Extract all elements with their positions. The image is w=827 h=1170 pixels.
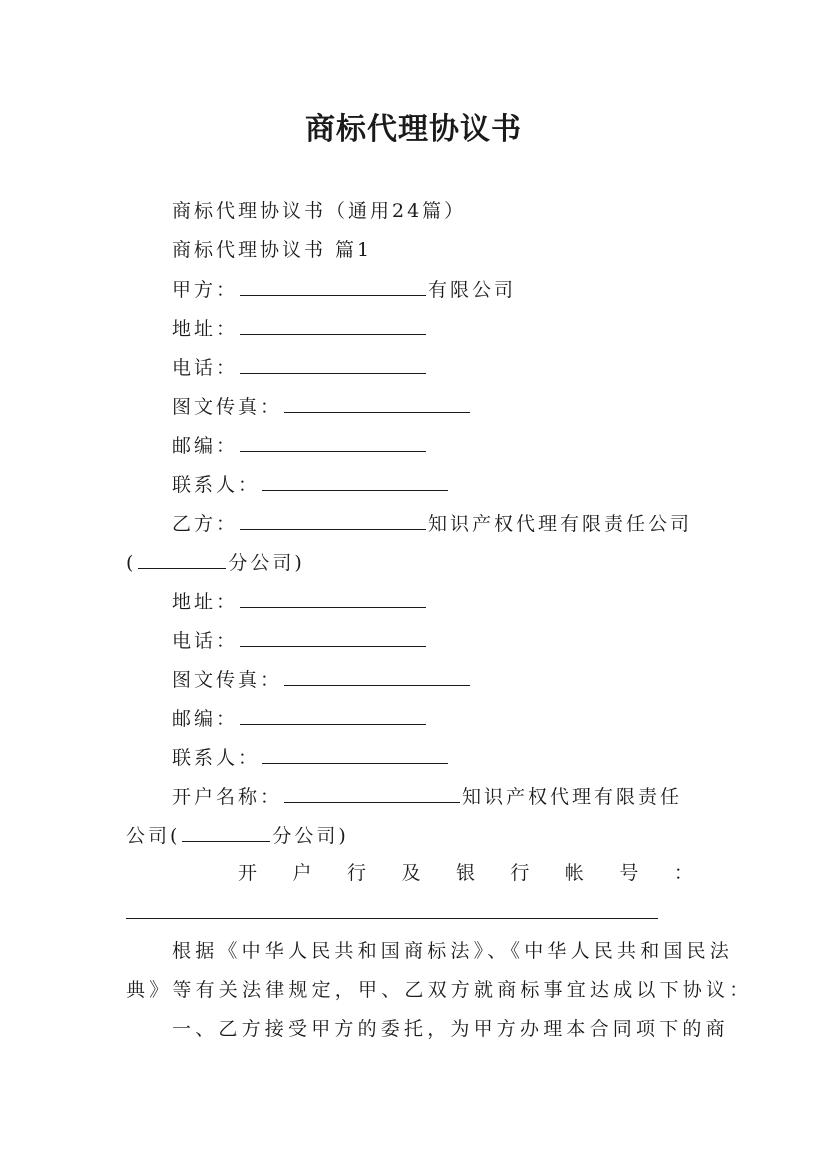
document-title: 商标代理协议书 [305,112,522,147]
party-a-contact-label: 联系人： [172,474,261,496]
party-b-branch-open: ( [126,552,137,574]
account-name-suffix: 知识产权代理有限责任 [462,786,683,808]
party-b-contact-field[interactable] [262,745,448,764]
party-b-address-label: 地址： [172,591,239,613]
account-name-line [172,784,682,809]
party-a-postcode-line [172,433,428,458]
bank-label-char: 开 [238,862,258,884]
party-b-branch-line [126,550,305,575]
party-a-address-line [172,316,428,341]
party-a-fax-line [172,394,472,419]
party-a-suffix: 有限公司 [428,279,517,301]
document-subtitle: 商标代理协议书（通用24篇） [172,200,467,222]
party-b-suffix: 知识产权代理有限责任公司 [428,513,693,535]
bank-label-char: 银 [455,862,475,884]
paragraph-1-line-1: 根据《中华人民共和国商标法》、《中华人民共和国民法 [172,940,734,962]
chapter-heading: 商标代理协议书 篇1 [172,239,373,261]
bank-label-char: ： [673,862,693,884]
party-b-branch-field[interactable] [138,550,226,569]
party-a-phone-label: 电话： [172,357,239,379]
party-b-contact-label: 联系人： [172,747,261,769]
account-name-cont: 公司( [126,825,181,847]
account-branch-field[interactable] [182,823,270,842]
bank-label-char: 帐 [564,862,584,884]
bank-label-char: 及 [401,862,421,884]
party-a-contact-field[interactable] [262,472,448,491]
account-name-branch: 分公司) [272,825,349,847]
account-name-label: 开户名称： [172,786,283,808]
party-a-address-label: 地址： [172,318,239,340]
party-a-fax-field[interactable] [284,394,470,413]
party-b-contact-line [172,745,450,770]
party-b-postcode-label: 邮编： [172,708,239,730]
party-b-postcode-line [172,706,428,731]
party-a-phone-line [172,355,428,380]
party-b-address-line [172,589,428,614]
party-b-branch-suffix: 分公司) [228,552,305,574]
bank-account-field[interactable] [126,918,658,919]
party-a-contact-line [172,472,450,497]
party-a-postcode-field[interactable] [240,433,426,452]
party-a-address-field[interactable] [240,316,426,335]
paragraph-2-line-1: 一、乙方接受甲方的委托，为甲方办理本合同项下的商 [172,1018,729,1040]
party-a-fax-label: 图文传真： [172,396,283,418]
account-name-cont-line [126,823,349,848]
party-b-postcode-field[interactable] [240,706,426,725]
bank-label-char: 户 [292,862,312,884]
party-a-line [172,277,516,302]
party-b-name-field[interactable] [240,511,426,530]
party-b-line [172,511,692,536]
party-b-fax-field[interactable] [284,667,470,686]
party-b-phone-label: 电话： [172,630,239,652]
party-a-name-field[interactable] [240,277,426,296]
party-b-phone-field[interactable] [240,628,426,647]
party-b-fax-label: 图文传真： [172,669,283,691]
party-a-phone-field[interactable] [240,355,426,374]
party-b-phone-line [172,628,428,653]
bank-account-label [238,861,693,885]
party-a-label: 甲方： [172,279,239,301]
account-name-field[interactable] [284,784,460,803]
party-a-postcode-label: 邮编： [172,435,239,457]
bank-label-char: 行 [510,862,530,884]
party-b-label: 乙方： [172,513,239,535]
bank-label-char: 行 [346,862,366,884]
party-b-fax-line [172,667,472,692]
paragraph-1-line-2: 典》等有关法律规定，甲、乙双方就商标事宜达成以下协议： [126,979,753,1001]
bank-label-char: 号 [619,862,639,884]
party-b-address-field[interactable] [240,589,426,608]
